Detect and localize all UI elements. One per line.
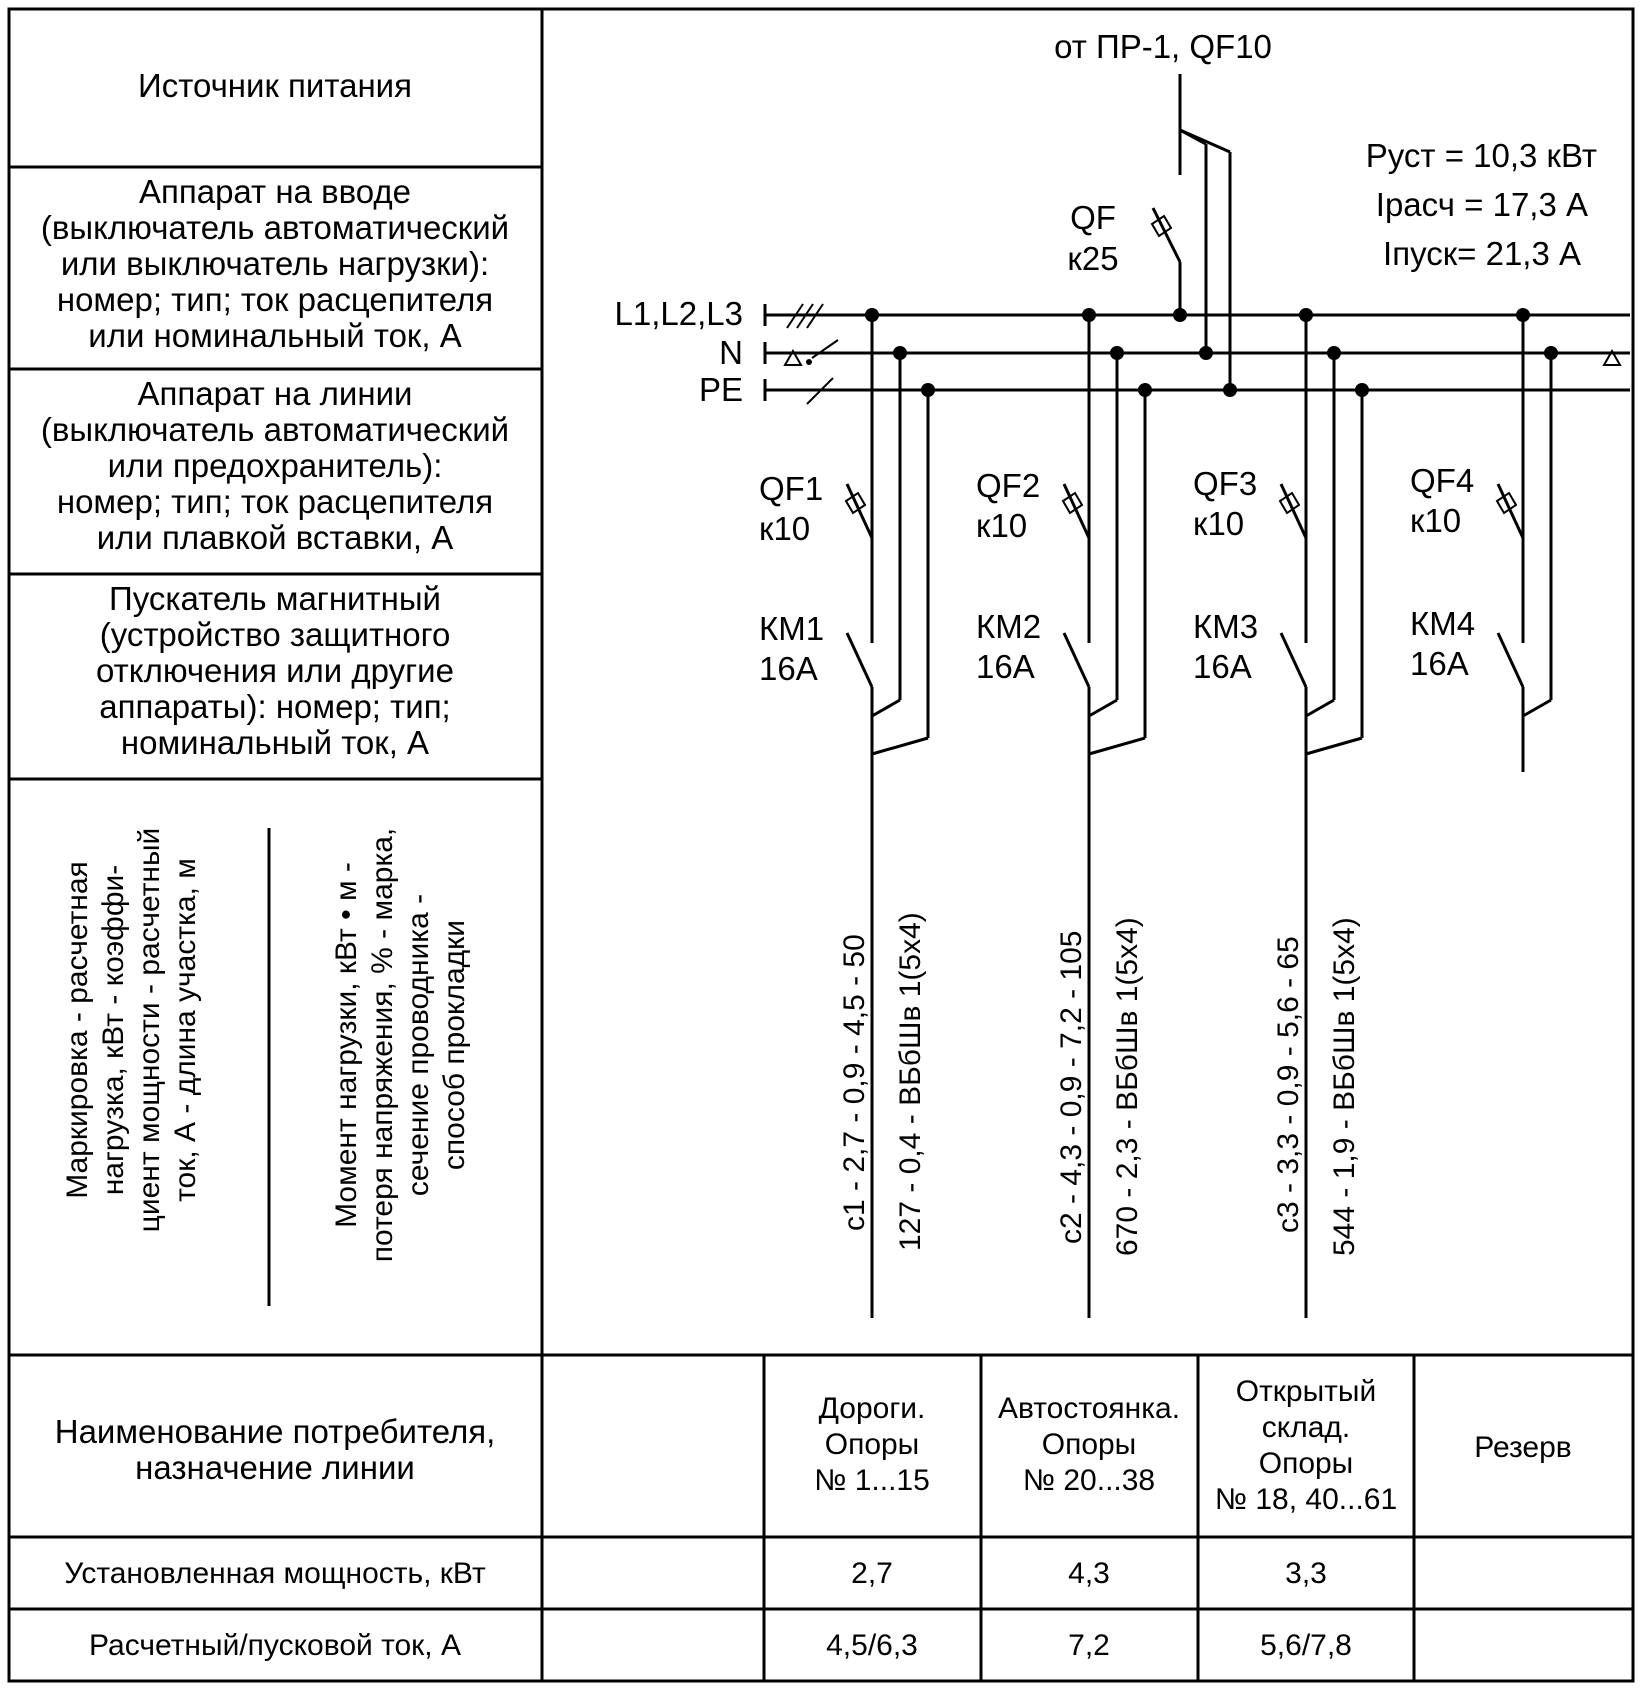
contactor-km1-rating: 16А <box>759 650 818 687</box>
svg-text:№ 20...38: № 20...38 <box>1022 1464 1156 1497</box>
svg-text:отключения или другие: отключения или другие <box>96 652 454 689</box>
svg-text:Пускатель магнитный: Пускатель магнитный <box>109 580 441 617</box>
line-1-marking: с1 - 2,7 - 0,9 - 4,5 - 50 <box>838 934 871 1231</box>
contactor-km2-rating: 16А <box>976 648 1035 685</box>
consumer-cell-3 <box>1215 1375 1397 1516</box>
bus-phase-label: L1,L2,L3 <box>614 295 743 332</box>
contactor-km4-label: КМ4 <box>1410 605 1476 642</box>
svg-text:Опоры: Опоры <box>824 1428 920 1461</box>
supply-source-label: от ПР-1, QF10 <box>1054 28 1272 65</box>
svg-text:или выключатель нагрузки):: или выключатель нагрузки): <box>60 245 490 282</box>
input-device-label <box>41 173 509 354</box>
svg-text:Аппарат на линии: Аппарат на линии <box>137 375 413 412</box>
svg-text:(устройство защитного: (устройство защитного <box>99 616 451 653</box>
contactor-km3-rating: 16А <box>1193 648 1252 685</box>
svg-text:Iпуск= 21,3 А: Iпуск= 21,3 А <box>1383 235 1581 272</box>
svg-text:№ 18, 40...61: № 18, 40...61 <box>1214 1483 1398 1516</box>
svg-text:ток, А - длина участка, м: ток, А - длина участка, м <box>169 858 202 1202</box>
installed-power-label: Установленная мощность, кВт <box>64 1557 486 1590</box>
breaker-qf4-label: QF4 <box>1410 462 1475 499</box>
starter-label <box>96 580 454 761</box>
svg-text:(выключатель автоматический: (выключатель автоматический <box>40 411 510 448</box>
bus-neutral-label: N <box>719 334 743 371</box>
svg-text:Наименование потребителя,: Наименование потребителя, <box>54 1413 496 1450</box>
consumer-cell-1 <box>814 1392 930 1497</box>
svg-text:Iрасч = 17,3 А: Iрасч = 17,3 А <box>1375 186 1588 223</box>
contactor-km2-label: КМ2 <box>976 608 1042 645</box>
svg-text:способ прокладки: способ прокладки <box>438 919 471 1171</box>
svg-text:или номинальный ток, А: или номинальный ток, А <box>88 317 462 354</box>
supply-parameters <box>1366 137 1597 272</box>
svg-text:Опоры: Опоры <box>1258 1447 1354 1480</box>
contactor-km1-label: КМ1 <box>759 610 825 647</box>
svg-text:или плавкой вставки, А: или плавкой вставки, А <box>96 519 454 556</box>
breaker-qf3-label: QF3 <box>1193 465 1258 502</box>
svg-text:номинальный ток, А: номинальный ток, А <box>120 724 430 761</box>
marking-description <box>61 828 202 1233</box>
svg-text:Аппарат на вводе: Аппарат на вводе <box>138 173 412 210</box>
feeder-4-wiring <box>1497 308 1558 772</box>
line-3-cable: 544 - 1,9 - ВБбШв 1(5х4) <box>1328 917 1361 1256</box>
power-value-3: 3,3 <box>1285 1557 1327 1590</box>
contactor-km3-label: КМ3 <box>1193 608 1259 645</box>
source-label: Источник питания <box>138 67 412 104</box>
svg-text:Руст = 10,3 кВт: Руст = 10,3 кВт <box>1365 137 1597 174</box>
breaker-qf3-rating: к10 <box>1193 505 1245 542</box>
bus-pe-label: PE <box>698 371 743 408</box>
supply-feed <box>1152 74 1230 387</box>
svg-text:Опоры: Опоры <box>1041 1428 1137 1461</box>
svg-text:Автостоянка.: Автостоянка. <box>997 1392 1181 1425</box>
svg-text:№ 1...15: № 1...15 <box>814 1464 930 1497</box>
svg-text:сечение проводника -: сечение проводника - <box>402 893 435 1197</box>
power-value-2: 4,3 <box>1068 1557 1110 1590</box>
svg-text:Момент нагрузки, кВт • м -: Момент нагрузки, кВт • м - <box>330 862 363 1228</box>
line-3-marking: с3 - 3,3 - 0,9 - 5,6 - 65 <box>1272 936 1305 1233</box>
current-value-1: 4,5/6,3 <box>826 1629 918 1662</box>
line-device-label <box>41 375 509 556</box>
svg-text:(выключатель автоматический: (выключатель автоматический <box>40 209 510 246</box>
current-label: Расчетный/пусковой ток, А <box>89 1629 461 1662</box>
svg-text:нагрузка, кВт - коэффи-: нагрузка, кВт - коэффи- <box>97 864 130 1196</box>
svg-text:или предохранитель):: или предохранитель): <box>107 447 443 484</box>
svg-text:номер; тип; ток расцепителя: номер; тип; ток расцепителя <box>56 483 494 520</box>
consumer-cell-4 <box>1474 1431 1571 1464</box>
feeder-line-4 <box>1410 308 1558 772</box>
main-breaker-label: QF <box>1070 199 1116 236</box>
line-2-marking: с2 - 4,3 - 0,9 - 7,2 - 105 <box>1055 930 1088 1244</box>
power-value-1: 2,7 <box>851 1557 893 1590</box>
line-2-cable: 670 - 2,3 - ВБбШв 1(5х4) <box>1111 917 1144 1256</box>
svg-text:циент мощности - расчетный: циент мощности - расчетный <box>133 827 166 1233</box>
svg-text:Резерв: Резерв <box>1474 1431 1572 1464</box>
current-value-3: 5,6/7,8 <box>1260 1629 1352 1662</box>
breaker-qf1-rating: к10 <box>759 510 811 547</box>
feeder-line-2 <box>976 308 1152 1318</box>
breaker-qf2-rating: к10 <box>976 507 1028 544</box>
consumer-cell-2 <box>998 1392 1180 1497</box>
breaker-qf4-rating: к10 <box>1410 502 1462 539</box>
svg-text:потеря напряжения, % - марка,: потеря напряжения, % - марка, <box>366 827 399 1263</box>
svg-text:Дороги.: Дороги. <box>818 1392 926 1425</box>
main-breaker-rating: к25 <box>1067 240 1119 277</box>
svg-text:номер; тип; ток расцепителя: номер; тип; ток расцепителя <box>56 281 494 318</box>
svg-text:Открытый: Открытый <box>1235 1375 1377 1408</box>
svg-text:Маркировка - расчетная: Маркировка - расчетная <box>61 861 94 1199</box>
contactor-km4-rating: 16А <box>1410 645 1469 682</box>
consumer-name-label <box>55 1413 496 1486</box>
breaker-qf1-label: QF1 <box>759 470 824 507</box>
svg-text:аппараты): номер; тип;: аппараты): номер; тип; <box>99 688 451 725</box>
moment-description <box>330 828 471 1263</box>
breaker-qf2-label: QF2 <box>976 467 1041 504</box>
line-1-cable: 127 - 0,4 - ВБбШв 1(5х4) <box>894 912 927 1251</box>
feeder-line-1 <box>759 308 935 1318</box>
current-value-2: 7,2 <box>1068 1629 1110 1662</box>
svg-text:назначение линии: назначение линии <box>135 1449 415 1486</box>
feeder-line-3 <box>1193 308 1369 1318</box>
svg-text:склад.: склад. <box>1261 1411 1351 1444</box>
